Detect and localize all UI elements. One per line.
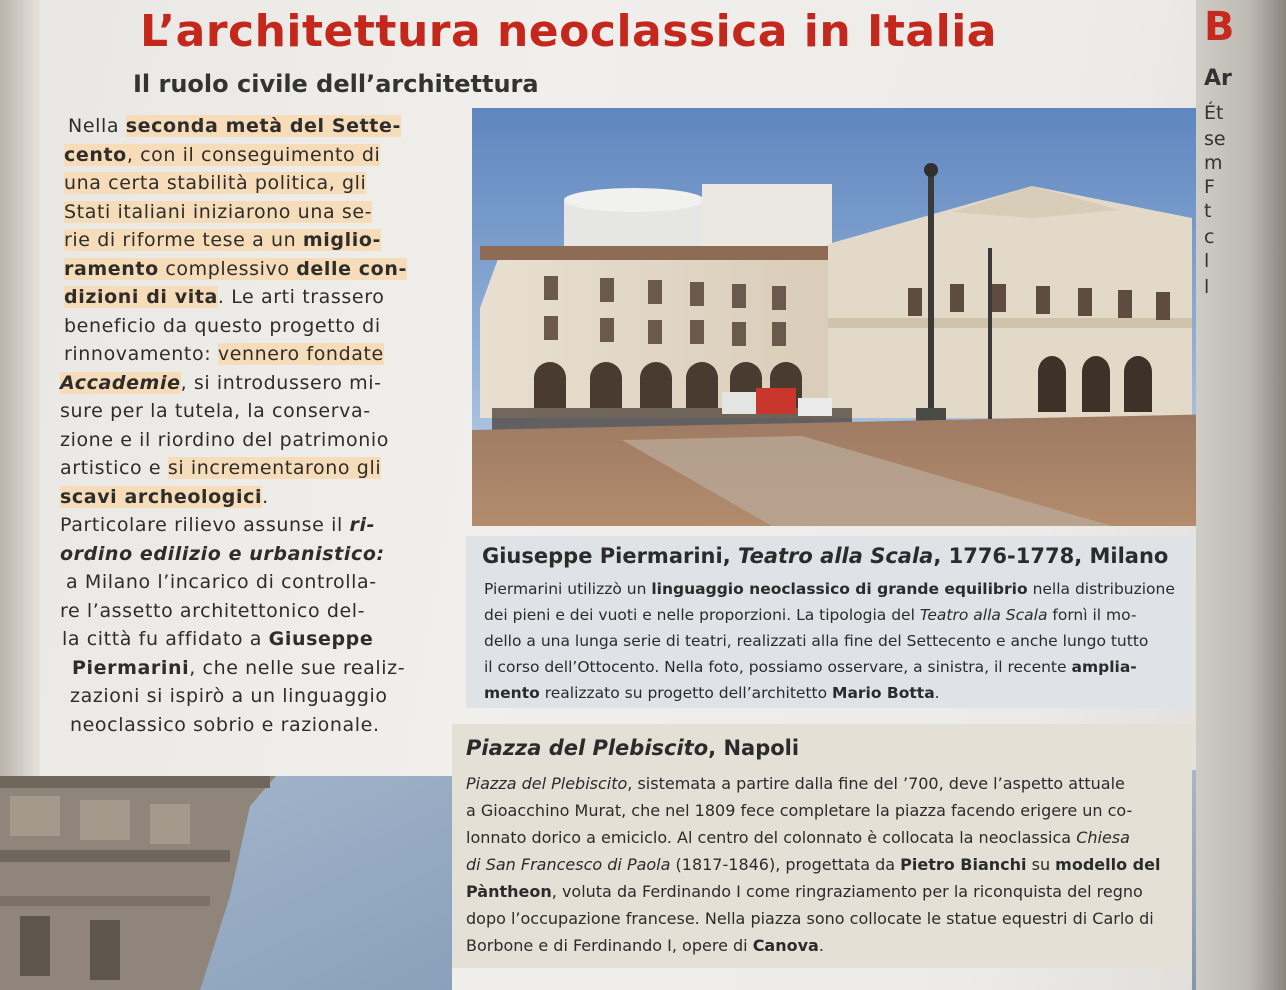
body-line: zazioni si ispirò a un linguaggio bbox=[70, 685, 388, 707]
caption-line: a Gioacchino Murat, che nel 1809 fece completare la piazza facendo erigere un co- bbox=[466, 801, 1133, 820]
plebiscito-illustration bbox=[0, 776, 452, 990]
body-line: rinnovamento: vennero fondate bbox=[64, 343, 384, 365]
piazza-plebiscito-photo bbox=[0, 776, 452, 990]
teatro-alla-scala-photo bbox=[472, 108, 1224, 526]
body-line: beneficio da questo progetto di bbox=[64, 314, 381, 337]
body-line: Accademie, si introdussero mi- bbox=[60, 371, 382, 394]
adjacent-page-fragment: l bbox=[1204, 276, 1210, 298]
caption-piazza-plebiscito bbox=[452, 724, 1192, 968]
scala-illustration bbox=[472, 108, 1224, 526]
caption-title: Piazza del Plebiscito, Napoli bbox=[466, 736, 800, 760]
body-line: ramento complessivo delle con- bbox=[64, 257, 407, 280]
caption-line: lonnato dorico a emiciclo. Al centro del colonnato è collocata la neoclassica Chiesa bbox=[466, 828, 1130, 847]
body-line: neoclassico sobrio e razionale. bbox=[70, 713, 380, 736]
body-line: Particolare rilievo assunse il ri- bbox=[60, 514, 376, 536]
body-line: a Milano l’incarico di controlla- bbox=[66, 571, 377, 593]
adjacent-page-fragment: se bbox=[1204, 128, 1226, 150]
caption-line: Pàntheon, voluta da Ferdinando I come ringraziamento per la riconquista del regno bbox=[466, 882, 1143, 901]
caption-line: il corso dell’Ottocento. Nella foto, possiamo osservare, a sinistra, il recente amplia- bbox=[484, 658, 1137, 676]
body-line: Piermarini, che nelle sue realiz- bbox=[72, 656, 406, 679]
caption-teatro-alla-scala bbox=[466, 536, 1192, 708]
caption-line: dopo l’occupazione francese. Nella piazza sono collocate le statue equestri di Carlo di bbox=[466, 909, 1154, 928]
caption-title: Giuseppe Piermarini, Teatro alla Scala, 1776-1778, Milano bbox=[482, 544, 1169, 568]
body-line: dizioni di vita. Le arti trassero bbox=[64, 286, 385, 308]
caption-line: Piermarini utilizzò un linguaggio neoclassico di grande equilibrio nella distribuzione bbox=[484, 580, 1175, 598]
caption-line: di San Francesco di Paola (1817-1846), progettata da Pietro Bianchi su modello del bbox=[466, 855, 1161, 874]
main-body-text bbox=[60, 112, 460, 739]
body-line: scavi archeologici. bbox=[60, 485, 269, 508]
body-line: cento, con il conseguimento di bbox=[64, 143, 381, 166]
body-line: la città fu affidato a Giuseppe bbox=[62, 628, 374, 650]
adjacent-page-title: B bbox=[1204, 4, 1235, 50]
page-title: L’architettura neoclassica in Italia bbox=[140, 6, 997, 57]
section-subtitle: Il ruolo civile dell’architettura bbox=[133, 70, 539, 98]
body-line: zione e il riordino del patrimonio bbox=[60, 428, 390, 451]
body-line: sure per la tutela, la conserva- bbox=[60, 400, 371, 422]
adjacent-page-fragment: F bbox=[1204, 176, 1215, 198]
caption-body bbox=[466, 770, 1186, 959]
adjacent-page-fragment: c bbox=[1204, 226, 1215, 248]
adjacent-page-subtitle: Ar bbox=[1204, 66, 1232, 91]
adjacent-page-fragment: l bbox=[1204, 250, 1210, 272]
adjacent-page-edge bbox=[1196, 0, 1286, 990]
body-line: rie di riforme tese a un miglio- bbox=[64, 229, 381, 251]
body-line: re l’assetto architettonico del- bbox=[60, 599, 366, 622]
caption-line: Piazza del Plebiscito, sistemata a partire dalla fine del ’700, deve l’aspetto attuale bbox=[466, 774, 1125, 793]
body-line: una certa stabilità politica, gli bbox=[64, 172, 367, 194]
adjacent-page-fragment: m bbox=[1204, 152, 1223, 174]
body-line: ordino edilizio e urbanistico: bbox=[60, 542, 385, 565]
caption-line: dello a una lunga serie di teatri, realizzati alla fine del Settecento e anche lungo tutto bbox=[484, 632, 1149, 650]
body-line: Stati italiani iniziarono una se- bbox=[64, 200, 373, 223]
caption-line: mento realizzato su progetto dell’architetto Mario Botta. bbox=[484, 684, 940, 702]
caption-body bbox=[484, 576, 1184, 706]
body-line: artistico e si incrementarono gli bbox=[60, 457, 382, 479]
body-line: Nella seconda metà del Sette- bbox=[68, 115, 401, 137]
caption-line: dei pieni e dei vuoti e nelle proporzioni. La tipologia del Teatro alla Scala fornì il mo- bbox=[484, 606, 1137, 624]
adjacent-page-fragment: Ét bbox=[1204, 102, 1224, 124]
caption-line: Borbone e di Ferdinando I, opere di Canova. bbox=[466, 936, 824, 955]
adjacent-page-fragment: t bbox=[1204, 200, 1212, 222]
